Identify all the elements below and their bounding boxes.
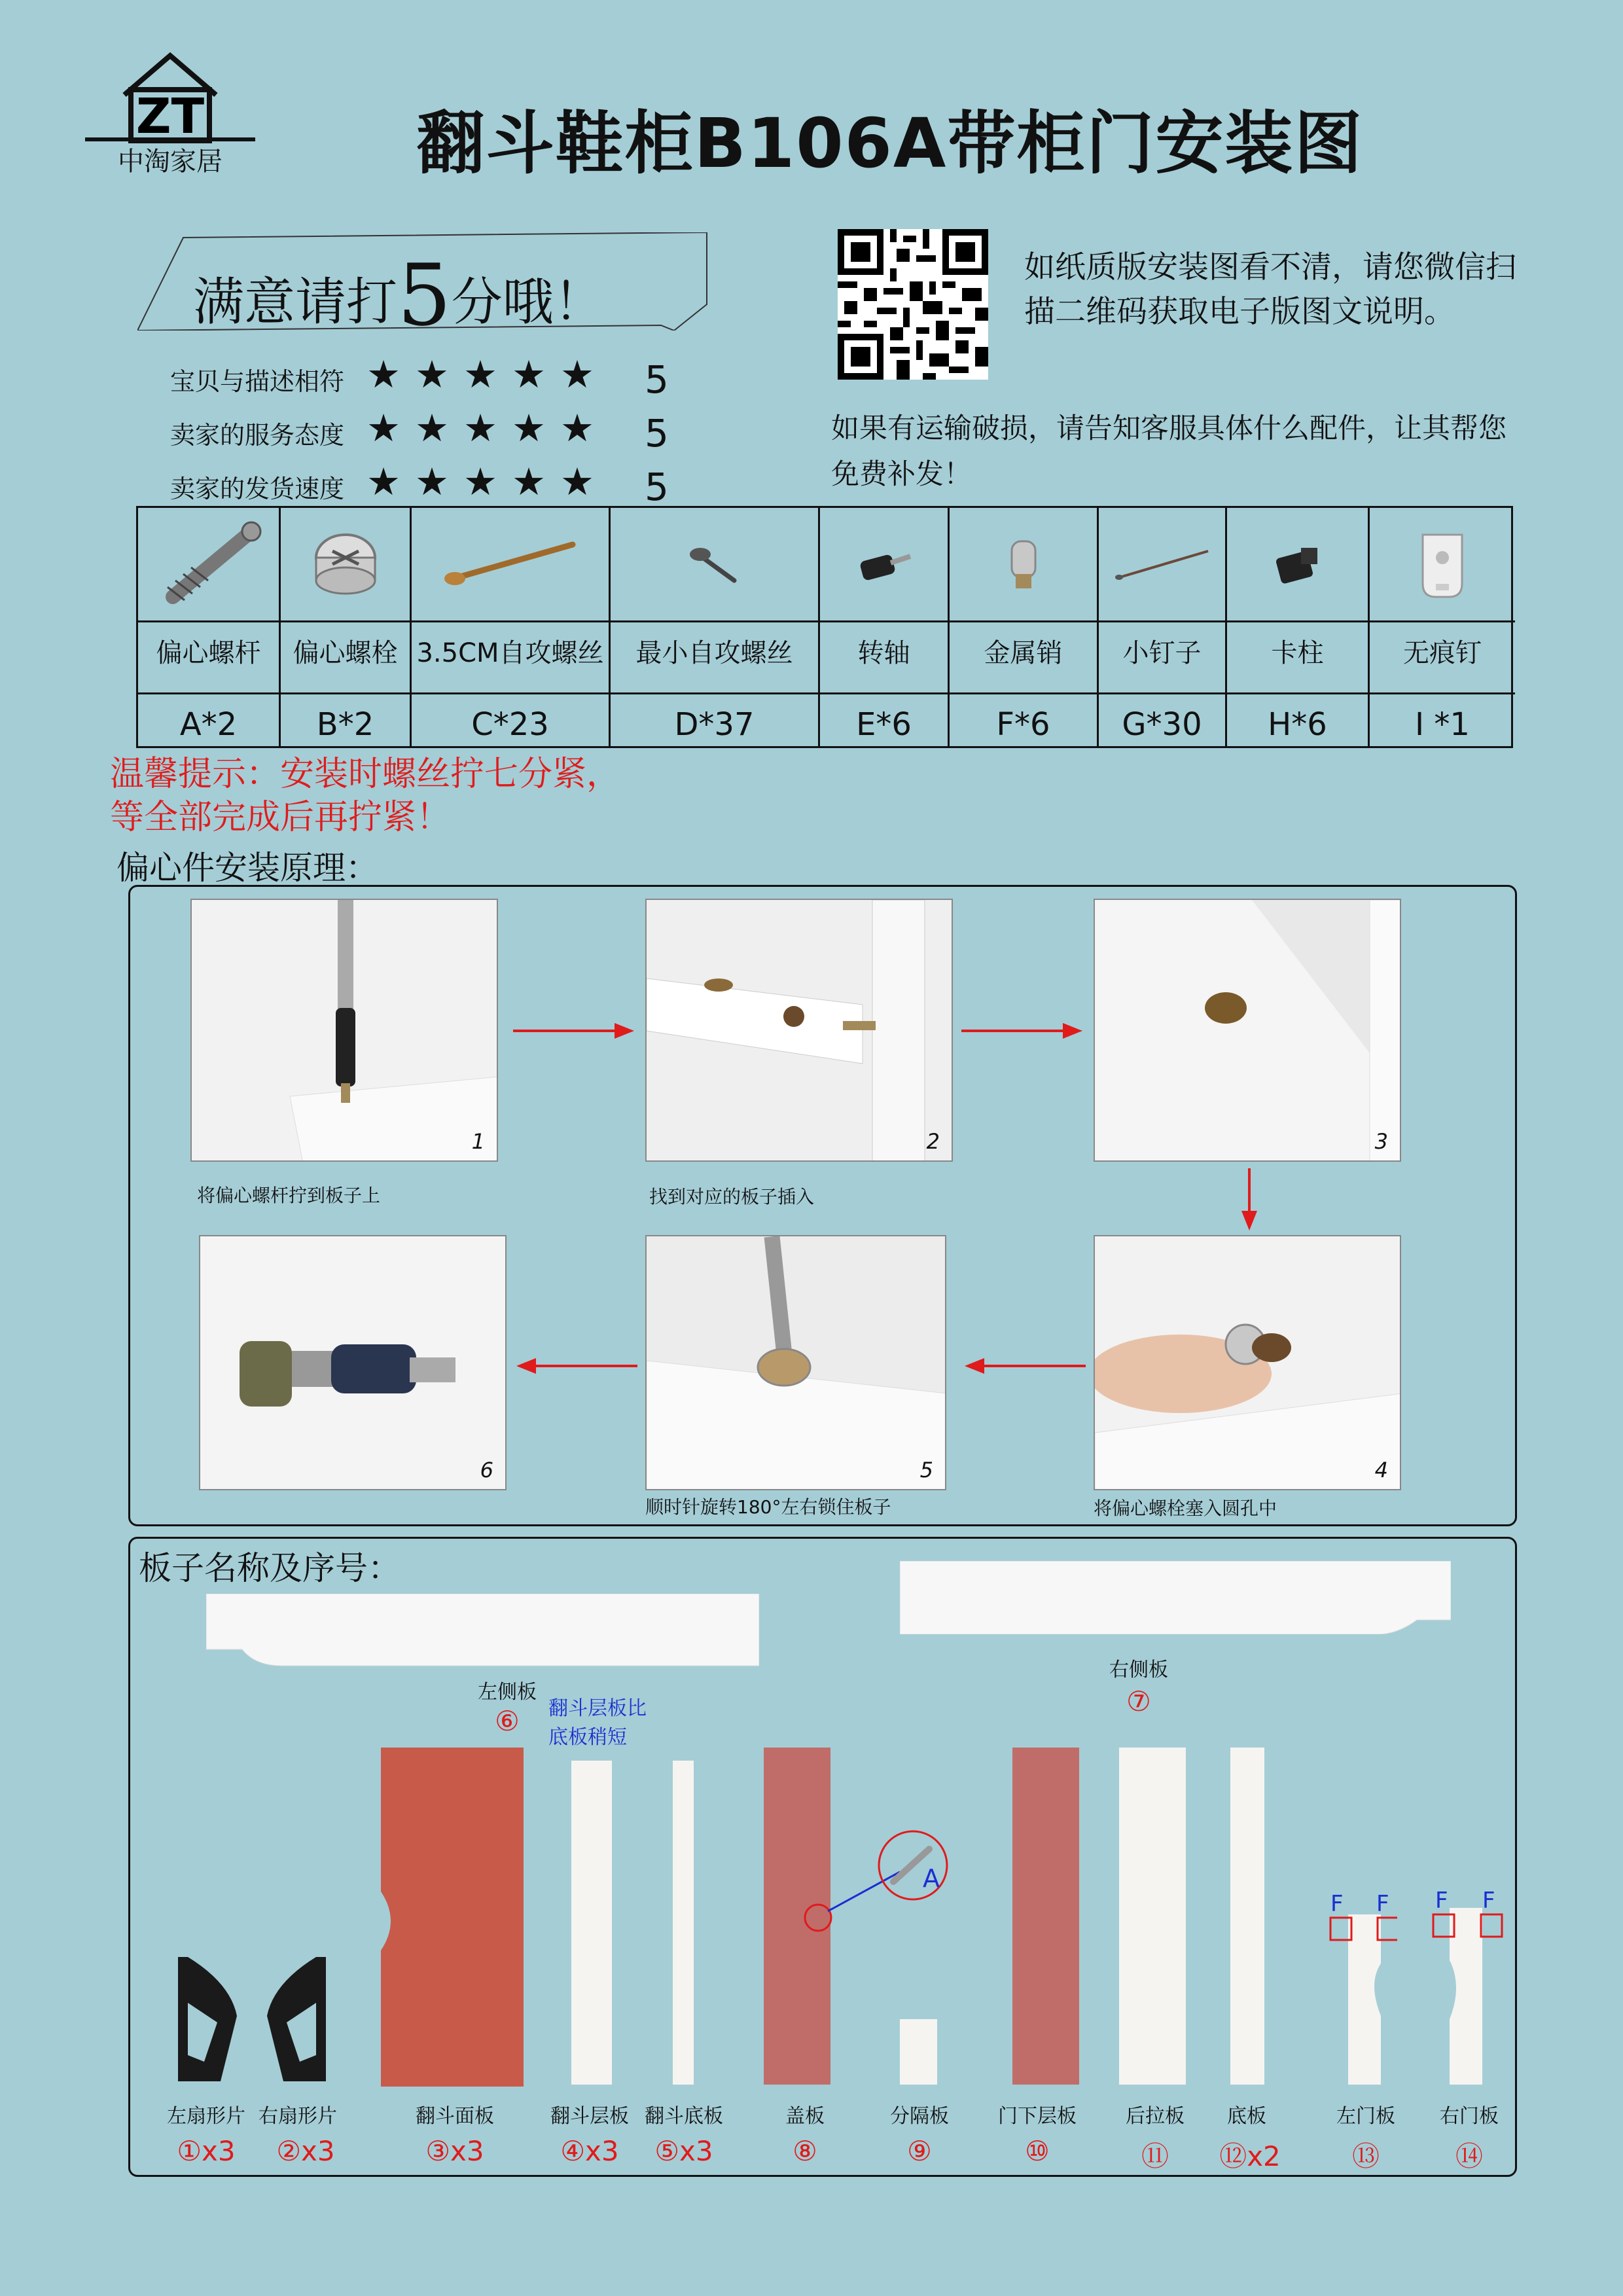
board-label: 底板	[1227, 2105, 1266, 2128]
small-screw-icon	[682, 538, 747, 590]
rating-row-service: 卖家的服务态度 ★★★★★ 5	[170, 406, 669, 456]
board-label: 门下层板	[998, 2105, 1077, 2128]
board-label: 右扇形片	[259, 2105, 337, 2128]
board-number: ⑫x2	[1219, 2140, 1281, 2172]
part-cell: 3.5CM自攻螺丝 C*23	[412, 508, 611, 746]
left-side-label: 左侧板	[478, 1681, 537, 1704]
metal-pin-icon	[997, 535, 1050, 594]
flip-shelf-note: 翻斗层板比 底板稍短	[548, 1697, 647, 1749]
cam-detail-callout	[802, 1829, 952, 1934]
board-number: ⑤x3	[654, 2135, 713, 2167]
board-label: 翻斗层板	[550, 2105, 629, 2128]
part-cell: 转轴 E*6	[820, 508, 950, 746]
arrow-right-icon	[513, 1018, 634, 1044]
clip-post-icon	[1265, 535, 1330, 594]
board-number: ⑭	[1455, 2140, 1483, 2172]
step-caption-2: 找到对应的板子插入	[649, 1186, 815, 1208]
long-screw-icon	[438, 535, 582, 594]
right-side-number: ⑦	[1126, 1685, 1151, 1717]
svg-text:A: A	[923, 1864, 940, 1893]
left-door-panel	[1325, 1885, 1397, 2085]
right-fan-piece	[264, 1957, 332, 2085]
board-number: ①x3	[177, 2135, 236, 2167]
step-photo-4: 4	[1094, 1235, 1401, 1490]
section-title-principle: 偏心件安装原理：	[116, 849, 378, 887]
pivot-icon	[851, 538, 917, 590]
flip-face-panel	[381, 1748, 524, 2087]
part-cell: 偏心螺栓 B*2	[281, 508, 412, 746]
step-photo-1: 1	[190, 899, 498, 1162]
part-cell: 卡柱 H*6	[1227, 508, 1370, 746]
brand-logo	[85, 49, 255, 180]
part-cell: 偏心螺杆 A*2	[138, 508, 281, 746]
step-photo-6: 6	[199, 1235, 507, 1490]
bottom-panel	[1230, 1748, 1264, 2085]
board-label: 盖板	[785, 2105, 825, 2128]
board-number: ⑩	[1025, 2135, 1050, 2167]
svg-text:F: F	[1330, 1891, 1344, 1917]
part-cell: 小钉子 G*30	[1099, 508, 1227, 746]
brand-name: 中淘家居	[118, 147, 223, 177]
nail-icon	[1110, 541, 1215, 587]
rating-banner	[137, 232, 713, 345]
door-lower-shelf-panel	[1012, 1748, 1079, 2085]
star-icon: ★★★★★	[366, 352, 609, 397]
arrow-left-icon	[516, 1353, 637, 1379]
part-cell: 金属销 F*6	[950, 508, 1099, 746]
board-number: ③x3	[425, 2135, 484, 2167]
board-label: 分隔板	[890, 2105, 949, 2128]
parts-table	[136, 506, 1513, 748]
board-number: ⑨	[907, 2135, 932, 2167]
right-side-board	[900, 1561, 1451, 1634]
board-label: 左扇形片	[167, 2105, 245, 2128]
flip-shelf-panel	[571, 1761, 612, 2085]
board-number: ④x3	[560, 2135, 619, 2167]
qr-instruction: 如纸质版安装图看不清，请您微信扫描二维码获取电子版图文说明。	[1024, 249, 1516, 330]
star-icon: ★★★★★	[366, 459, 609, 504]
arrow-right-icon	[961, 1018, 1082, 1044]
board-number: ⑧	[793, 2135, 817, 2167]
step-photo-3: 3	[1094, 899, 1401, 1162]
star-icon: ★★★★★	[366, 406, 609, 450]
right-side-label: 右侧板	[1109, 1659, 1168, 1681]
svg-text:F: F	[1435, 1888, 1448, 1914]
board-label: 左门板	[1336, 2105, 1395, 2128]
board-label: 右门板	[1440, 2105, 1499, 2128]
step-caption-4: 将偏心螺栓塞入圆孔中	[1094, 1498, 1277, 1519]
left-side-number: ⑥	[495, 1705, 520, 1737]
svg-text:F: F	[1376, 1891, 1389, 1917]
eccentric-rod-icon	[153, 515, 264, 613]
rating-row-description: 宝贝与描述相符 ★★★★★ 5	[170, 352, 669, 402]
board-number: ⑬	[1351, 2140, 1380, 2172]
rating-banner-text: 满意请打5分哦！	[193, 245, 605, 345]
assembly-steps-panel	[128, 885, 1517, 1526]
board-label: 翻斗面板	[416, 2105, 494, 2128]
section-title-boards: 板子名称及序号：	[139, 1549, 401, 1587]
board-label: 后拉板	[1126, 2105, 1185, 2128]
arrow-down-icon	[1236, 1168, 1262, 1230]
step-caption-1: 将偏心螺杆拧到板子上	[197, 1185, 381, 1206]
part-cell: 最小自攻螺丝 D*37	[611, 508, 820, 746]
part-cell: 无痕钉 I *1	[1370, 508, 1515, 746]
page-title: 翻斗鞋柜B106A带柜门安装图	[416, 103, 1364, 183]
step-caption-5: 顺时针旋转180°左右锁住板子	[645, 1496, 891, 1518]
damage-note: 如果有运输破损，请告知客服具体什么配件，让其帮您免费补发！	[831, 412, 1507, 491]
board-number: ⑪	[1141, 2140, 1169, 2172]
left-side-board	[206, 1594, 759, 1667]
cam-lock-icon	[306, 525, 385, 603]
board-number: ②x3	[276, 2135, 335, 2167]
svg-text:F: F	[1482, 1888, 1495, 1914]
step-photo-2: 2	[645, 899, 953, 1162]
house-logo-icon	[85, 49, 255, 147]
arrow-left-icon	[965, 1353, 1086, 1379]
step-photo-5: 5	[645, 1235, 946, 1490]
left-fan-piece	[171, 1957, 240, 2085]
hook-icon	[1410, 522, 1475, 607]
warning-tip: 温馨提示：安装时螺丝拧七分紧， 等全部完成后再拧紧！	[110, 755, 621, 837]
qr-code-icon[interactable]	[838, 229, 988, 380]
back-rail-panel	[1119, 1748, 1186, 2085]
board-label: 翻斗底板	[645, 2105, 723, 2128]
divider-panel	[900, 2019, 937, 2085]
rating-row-shipping: 卖家的发货速度 ★★★★★ 5	[170, 459, 669, 509]
right-door-panel	[1430, 1882, 1505, 2085]
svg-text:ZT: ZT	[135, 88, 205, 145]
flip-bottom-panel	[673, 1761, 694, 2085]
